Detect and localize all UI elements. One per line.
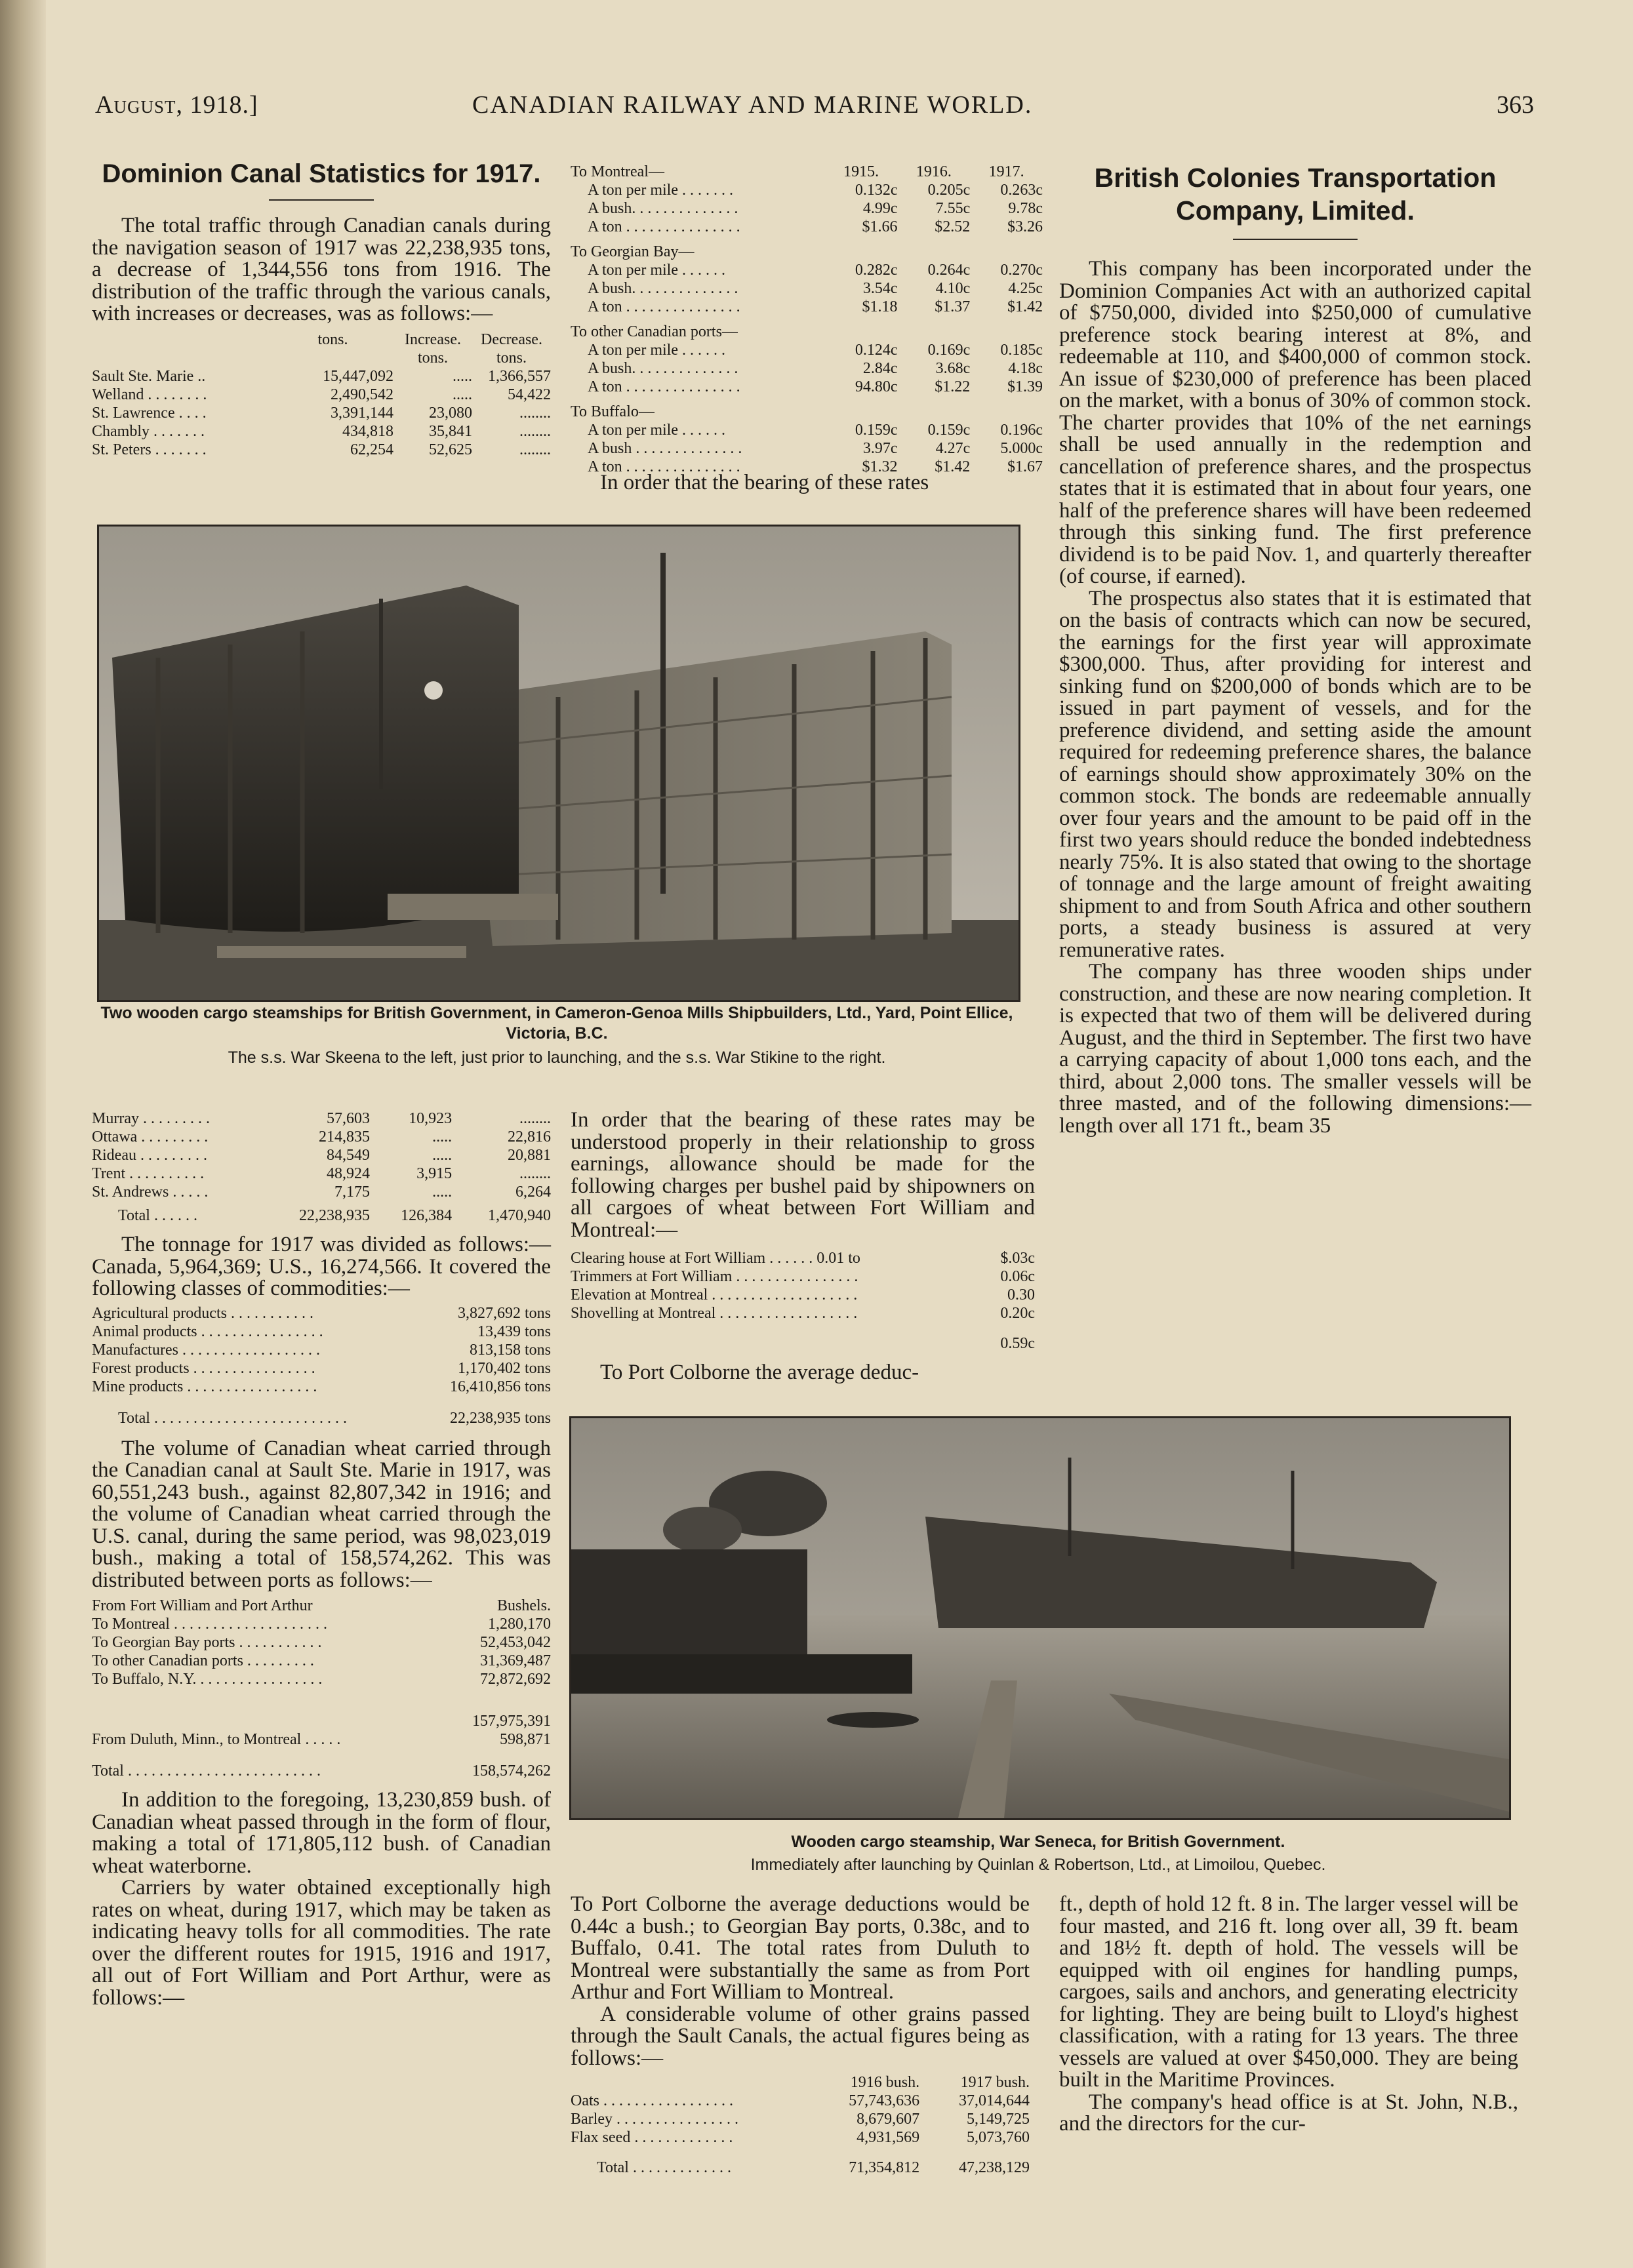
- table-row: Manufactures . . . . . . . . . . . . . . . . . . 813,158 tons: [92, 1341, 551, 1359]
- page-number: 363: [1497, 91, 1534, 119]
- colonies-article-continued: [1059, 1894, 1518, 2136]
- commodities-table: [92, 1304, 551, 1427]
- colonies-article: [1059, 161, 1531, 1137]
- table-header-row: From Fort William and Port Arthur Bushels.: [92, 1597, 551, 1614]
- table-row: Shovelling at Montreal . . . . . . . . . . . . . . . . . . 0.20c: [571, 1305, 1035, 1322]
- table-row: To other Canadian ports—: [571, 323, 738, 340]
- table-row: St. Lawrence . . . . 3,391,144 23,080 ........: [92, 404, 551, 422]
- rates-block: [571, 163, 1043, 476]
- table-row: A bush. . . . . . . . . . . . . . 4.99c 7.55c 9.78c: [588, 200, 1043, 217]
- table-row: From Duluth, Minn., to Montreal . . . . . 598,871: [92, 1731, 551, 1748]
- table-row: Trent . . . . . . . . . . 48,924 3,915 ........: [92, 1165, 551, 1182]
- table-row: A ton per mile . . . . . . 0.282c 0.264c 0.270c: [588, 262, 1043, 279]
- title-rule: [1233, 239, 1358, 240]
- table-subtotal-row: 157,975,391: [472, 1713, 551, 1730]
- table-row: A ton per mile . . . . . . 0.159c 0.159c 0.196c: [588, 422, 1043, 439]
- table-row: To Georgian Bay—: [571, 243, 695, 260]
- table-row: Murray . . . . . . . . . 57,603 10,923 ........: [92, 1110, 551, 1127]
- article-title-canal: Dominion Canal Statistics for 1917.: [102, 159, 541, 188]
- charges-block: [571, 1109, 1035, 1384]
- table-row: To Montreal— 1915. 1916. 1917.: [571, 163, 1024, 180]
- table-row: Trimmers at Fort William . . . . . . . . . . . . . . . . 0.06c: [571, 1268, 1035, 1285]
- flour-paragraph: In addition to the foregoing, 13,230,859 bush. of Canadian wheat passed through in the form of flour, making a total of 171,805,112 bush. of Canadian wheat waterborne.: [92, 1788, 551, 1878]
- table-row: A bush . . . . . . . . . . . . . . 3.97c 4.27c 5.000c: [588, 440, 1043, 457]
- table-total-row: Total . . . . . . 22,238,935 126,384 1,470,940: [118, 1207, 551, 1224]
- table-total-row: Total . . . . . . . . . . . . . 71,354,812 47,238,129: [597, 2159, 1030, 2176]
- shipyard-illustration: [99, 527, 1018, 1000]
- table-row: A ton . . . . . . . . . . . . . . . $1.32 $1.42 $1.67: [588, 458, 1043, 475]
- table-row: Rideau . . . . . . . . . 84,549 ..... 20,881: [92, 1147, 551, 1164]
- table-row: Mine products . . . . . . . . . . . . . . . . . 16,410,856 tons: [92, 1378, 551, 1395]
- table-row: St. Andrews . . . . . 7,175 ..... 6,264: [92, 1184, 551, 1201]
- table-total-row: 0.59c: [1000, 1335, 1035, 1352]
- table-row: To Montreal . . . . . . . . . . . . . . . . . . . . 1,280,170: [92, 1616, 551, 1633]
- caption-subtitle: The s.s. War Skeena to the left, just prior to launching, and the s.s. War Stikine to the right.: [228, 1048, 886, 1067]
- colonies-paragraph-2: The prospectus also states that it is estimated that on the basis of contracts which can now be secured, the earnings for the first year will approximate $300,000. Thus, after providing for interest and sinking fund on $200,000 of bonds which are to be issued in part payment of vessels, and for the preference dividend, and setting aside the amount required for redeeming preference shares, the balance of earnings should show approximately 30% on the common stock. The bonds are redeemable annually over four years and the amount to be paid off in the first two years should reduce the bonded indebtedness nearly 75%. It is also stated that owing to the shortage of tonnage and the large amount of freight awaiting shipment to and from South Africa and other southern ports, a steady business is assured at very remunerative rates.: [1059, 586, 1531, 962]
- canal-article-top: [92, 157, 551, 459]
- canal-article-continued: [92, 1109, 551, 2009]
- photo-war-seneca-launch: [569, 1416, 1511, 1820]
- charges-table: [571, 1249, 1035, 1353]
- colborne-paragraph: To Port Colborne the average deductions would be 0.44c a bush.; to Georgian Bay ports, 0.38c, and to Buffalo, 0.41. The total rates from Duluth to Montreal were substantially the same as from Port Arthur and Fort William to Montreal.: [571, 1892, 1030, 2004]
- table-row: Welland . . . . . . . . 2,490,542 ..... 54,422: [92, 386, 551, 403]
- table-row: To Georgian Bay ports . . . . . . . . . . . 52,453,042: [92, 1634, 551, 1651]
- table-row: Elevation at Montreal . . . . . . . . . . . . . . . . . . . 0.30: [571, 1286, 1035, 1303]
- table-header-row: tons. Increase. tons. Decrease. tons.: [317, 330, 542, 367]
- caption-subtitle: Immediately after launching by Quinlan & Robertson, Ltd., at Limoilou, Quebec.: [750, 1856, 1326, 1874]
- canal-traffic-table-a: [92, 330, 551, 459]
- table-total-row: Total . . . . . . . . . . . . . . . . . . . . . . . . . 158,574,262: [92, 1762, 551, 1780]
- table-row: A bush. . . . . . . . . . . . . . 2.84c 3.68c 4.18c: [588, 360, 1043, 377]
- table-row: St. Peters . . . . . . . 62,254 52,625 ........: [92, 441, 551, 458]
- table-row: A ton per mile . . . . . . . 0.132c 0.205c 0.263c: [588, 182, 1043, 199]
- launch-illustration: [571, 1418, 1509, 1818]
- rates-table: [571, 163, 1043, 476]
- grains-table: [571, 2073, 1030, 2177]
- bottom-photo-caption: [569, 1832, 1507, 1875]
- table-row: To Buffalo, N.Y. . . . . . . . . . . . . . . . . 72,872,692: [92, 1671, 551, 1688]
- table-row: Forest products . . . . . . . . . . . . . . . . 1,170,402 tons: [92, 1359, 551, 1377]
- caption-title: Wooden cargo steamship, War Seneca, for British Government.: [791, 1833, 1285, 1851]
- canal-intro: The total traffic through Canadian canals during the navigation season of 1917 was 22,238,935 tons, a decrease of 1,344,556 tons from 1916. The distribution of the traffic through the various canals, with increases or decreases, was as follows:—: [92, 214, 551, 325]
- table-row: Clearing house at Fort William . . . . . . 0.01 to $.03c: [571, 1250, 1035, 1267]
- header-date: August, 1918.]: [95, 91, 258, 119]
- table-row: Chambly . . . . . . . 434,818 35,841 ........: [92, 422, 551, 440]
- wheat-paragraph: The volume of Canadian wheat carried through the Canadian canal at Sault Ste. Marie in 1917, was 60,551,243 bush., against 82,807,342 in 1916; and the volume of Canadian wheat carried through the U.S. canal, during the same period, was 98,023,019 bush., making a total of 158,574,262. This was distributed between ports as follows:—: [92, 1436, 551, 1592]
- table-row: Barley . . . . . . . . . . . . . . . . 8,679,607 5,149,725: [571, 2111, 1030, 2128]
- page-binding-shadow: [0, 0, 46, 2268]
- table-row: Flax seed . . . . . . . . . . . . . 4,931,569 5,073,760: [571, 2129, 1030, 2146]
- grains-paragraph: A considerable volume of other grains passed through the Sault Canals, the actual figures being as follows:—: [571, 2002, 1030, 2070]
- wheat-ports-table: [92, 1597, 551, 1780]
- table-row: Oats . . . . . . . . . . . . . . . . . 57,743,636 37,014,644: [571, 2092, 1030, 2109]
- table-row: Animal products . . . . . . . . . . . . . . . . 13,439 tons: [92, 1323, 551, 1340]
- colonies-paragraph-5: The company's head office is at St. John, N.B., and the directors for the cur-: [1059, 2090, 1518, 2136]
- table-total-row: Total . . . . . . . . . . . . . . . . . . . . . . . . . 22,238,935 tons: [118, 1409, 551, 1427]
- colonies-paragraph-4: ft., depth of hold 12 ft. 8 in. The larger vessel will be four masted, and 216 ft. long over all, 39 ft. beam and 18½ ft. depth of hold. The vessels will be equipped with oil engines for handling pumps, cargoes, sails and anchors, and generating electricity for lighting. They are being built to Lloyd's highest classification, with a rating for 13 years. The three vessels are valued at over $450,000. They are being built in the Maritime Provinces.: [1059, 1892, 1518, 2092]
- header-publication: CANADIAN RAILWAY AND MARINE WORLD.: [472, 91, 1033, 119]
- table-header-row: 1916 bush. 1917 bush.: [850, 2074, 1030, 2091]
- grains-block: [571, 1894, 1030, 2177]
- tonnage-paragraph: The tonnage for 1917 was divided as follows:—Canada, 5,964,369; U.S., 16,274,566. It covered the following classes of commodities:—: [92, 1233, 551, 1300]
- table-row: A bush. . . . . . . . . . . . . . 3.54c 4.10c 4.25c: [588, 280, 1043, 297]
- colonies-paragraph-3: The company has three wooden ships under construction, and these are now nearing completion. It is expected that two of them will be delivered during August, and the third in September. The first two have a carrying capacity of about 1,000 tons each, and the third, about 2,000 tons. The smaller vessels will be three masted, and of the following dimensions:—length over all 171 ft., beam 35: [1059, 960, 1531, 1138]
- table-row: A ton . . . . . . . . . . . . . . . $1.66 $2.52 $3.26: [588, 218, 1043, 235]
- photo-two-steamships-on-ways: [97, 525, 1020, 1002]
- bearing-paragraph-start: In order that the bearing of these rates: [600, 471, 929, 494]
- canal-traffic-table-b: [92, 1109, 551, 1225]
- caption-title: Two wooden cargo steamships for British Government, in Cameron-Genoa Mills Shipbuilders, Ltd., Yard, Point Ellice, Victoria, B.C.: [100, 1004, 1013, 1043]
- bearing-paragraph: In order that the bearing of these rates may be understood properly in their relationship to gross earnings, allowance should be made for the following charges per bushel paid by shipowners on all cargoes of wheat between Fort William and Montreal:—: [571, 1108, 1035, 1242]
- colborne-paragraph-start: To Port Colborne the average deduc-: [600, 1361, 919, 1384]
- table-row: To Buffalo—: [571, 403, 655, 420]
- table-row: Ottawa . . . . . . . . . 214,835 ..... 22,816: [92, 1128, 551, 1145]
- table-row: A ton . . . . . . . . . . . . . . . 94.80c $1.22 $1.39: [588, 378, 1043, 395]
- bearing-fragment: [571, 472, 1043, 494]
- table-row: Agricultural products . . . . . . . . . . . 3,827,692 tons: [92, 1304, 551, 1322]
- title-rule: [269, 199, 374, 201]
- article-title-colonies: British Colonies Transportation Company, Limited.: [1094, 163, 1497, 226]
- table-row: Sault Ste. Marie .. 15,447,092 ..... 1,366,557: [92, 367, 551, 385]
- carriers-paragraph: Carriers by water obtained exceptionally high rates on wheat, during 1917, which may be taken as indicating heavy tolls for all commodities. The rate over the different routes for 1915, 1916 and 1917, all out of Fort William and Port Arthur, were as follows:—: [92, 1876, 551, 2010]
- colonies-paragraph-1: This company has been incorporated under the Dominion Companies Act with an authorized capital of $750,000, divided into $250,000 of cumulative preference stock bearing interest at 8%, and redeemable at 110, and $400,000 of common stock. An issue of $230,000 of preference has been placed on the market, with a bonus of 30% of common stock. The charter provides that 10% of the net earnings shall be used annually in the redemption and cancellation of preference shares, and the prospectus states that it is estimated that in about four years, one half of the preference shares will have been redeemed through this sinking fund. The first preference dividend is to be paid Nov. 1, and quarterly thereafter (of course, if earned).: [1059, 257, 1531, 588]
- table-row: To other Canadian ports . . . . . . . . . 31,369,487: [92, 1652, 551, 1669]
- top-photo-caption: [97, 1003, 1017, 1068]
- table-row: A ton . . . . . . . . . . . . . . . $1.18 $1.37 $1.42: [588, 298, 1043, 315]
- table-row: A ton per mile . . . . . . 0.124c 0.169c 0.185c: [588, 342, 1043, 359]
